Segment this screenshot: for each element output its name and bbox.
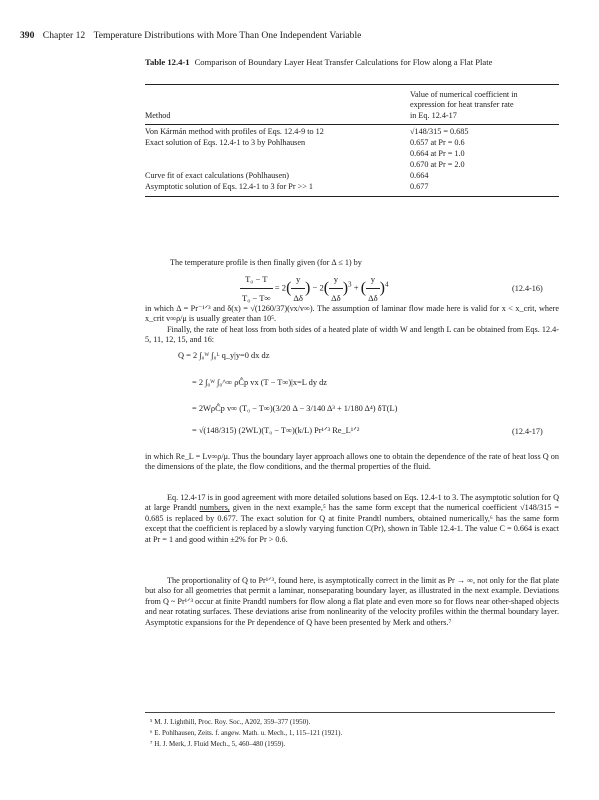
- paragraph-assumption: in which Δ = Pr⁻¹ᐟ³ and δ(x) = √(1260/37)(νx/v∞). The assumption of laminar flow made here is valid for x < x_crit, where x_crit v∞ρ/μ is usually greater than 10⁵.: [145, 304, 559, 324]
- eq16-delta: Δδ: [331, 293, 341, 303]
- eq16-plus: +: [353, 282, 359, 293]
- table-header-value: [410, 90, 570, 121]
- table-cell: √148/315 = 0.685: [410, 127, 469, 136]
- table-bottom-rule: [145, 196, 559, 197]
- eq17-line-3: = 2WρĈp v∞ (T₀ − T∞)(3/20 Δ − 3/140 Δ³ + 1/180 Δ⁴) δT(L): [192, 404, 398, 413]
- eq16-y: y: [291, 270, 305, 289]
- eq17-line-1: Q = 2 ∫₀ᵂ ∫₀ᴸ q_y|y=0 dx dz: [178, 351, 270, 360]
- eq16-coef-1: 2: [281, 282, 287, 293]
- equation-12-4-16: $\frac{\text{T₀ − T}}{\text{T₀ − T∞}}$ = 2( $\frac{y}{\Delta\delta}$ ) − 2( $\frac{y}{\Delta\delta}$ )$^3$ + ( $\frac{y}{\Delta\delta}$ )$^4$: [240, 270, 389, 307]
- table-cell: 0.670 at Pr = 2.0: [410, 160, 465, 169]
- table-top-rule: [145, 84, 559, 85]
- eq16-equals: =: [274, 282, 280, 293]
- table-cell: 0.657 at Pr = 0.6: [410, 138, 465, 147]
- footnote-6: ⁶ E. Pohlhausen, Zeits. f. angew. Math. u. Mech., 1, 115–121 (1921).: [150, 729, 343, 737]
- table-caption: [145, 57, 560, 68]
- eq17-line-2: = 2 ∫₀ᵂ ∫₀^∞ ρĈp vx (T − T∞)|x=L dy dz: [192, 378, 328, 387]
- paragraph-heat-loss: Finally, the rate of heat loss from both sides of a heated plate of width W and length L can be obtained from Eqs. 12.4-5, 11, 12, 15, and 16:: [145, 325, 559, 345]
- eq16-lhs-den: T₀ − T∞: [242, 293, 271, 303]
- eq16-exp-4: 4: [385, 280, 389, 289]
- table-row: [145, 138, 559, 149]
- eq16-delta: Δδ: [368, 293, 378, 303]
- eq16-lhs: [240, 270, 273, 307]
- paragraph-boundary-layer: in which Re_L = Lv∞ρ/μ. Thus the boundary layer approach allows one to obtain the dependence of the rate of heat loss Q on the dimensions of the plate, the flow conditions, and the thermal properties of the fluid.: [145, 452, 559, 472]
- table-caption-text: Comparison of Boundary Layer Heat Transfer Calculations for Flow along a Flat Plate: [194, 57, 493, 67]
- table-cell: 0.677: [410, 182, 429, 191]
- footnote-rule: [145, 712, 555, 713]
- p4-underlined: numbers,: [199, 503, 230, 513]
- eq16-minus: −: [312, 282, 318, 293]
- eq17-label: (12.4-17): [512, 427, 543, 436]
- header-value-line: in Eq. 12.4-17: [410, 110, 457, 120]
- table-cell: 0.664 at Pr = 1.0: [410, 149, 465, 158]
- eq16-y: y: [329, 270, 343, 289]
- paragraph-agreement: [145, 493, 559, 545]
- eq16-coef-2: 2: [319, 282, 324, 293]
- table-header-rule: [145, 124, 559, 125]
- table-cell: Von Kármán method with profiles of Eqs. 12.4-9 to 12: [145, 127, 324, 136]
- table-cell: Exact solution of Eqs. 12.4-1 to 3 by Pohlhausen: [145, 138, 306, 147]
- eq16-exp-3: 3: [348, 280, 352, 289]
- page-number: 390: [20, 30, 35, 41]
- footnote-7: ⁷ H. J. Merk, J. Fluid Mech., 5, 460–480 (1959).: [150, 740, 286, 748]
- table-row: [145, 171, 559, 182]
- eq16-lhs-num: T₀ − T: [240, 270, 273, 289]
- chapter-label: Chapter 12: [42, 30, 86, 41]
- paragraph-proportionality: The proportionality of Q to Pr¹ᐟ³, found here, is asymptotically correct in the limit as Pr → ∞, not only for the flat plate but also for all geometries that permit a laminar, nonseparating boundary layer, as illustrated in the next example. Deviations from Q ~ Pr¹ᐟ³ occur at finite Prandtl numbers for flow along a flat plate and even more so for flows near other-shaped objects and near rotating surfaces. These deviations arise from nonlinearity of the velocity profiles within the thermal boundary layer. Asymptotic expansions for the Pr dependence of Q have been presented by Merk and others.⁷: [145, 576, 559, 627]
- chapter-title: Temperature Distributions with More Than One Independent Variable: [93, 30, 362, 41]
- footnote-5: ⁵ M. J. Lighthill, Proc. Roy. Soc., A202, 359–377 (1950).: [150, 718, 311, 726]
- p4-text-b: given in the next example,⁵ has the same form except that the numerical coefficient √148/315 = 0.685 is replaced by 0.677. The exact solution for Q at finite Prandtl numbers, obtained numerically,⁶ has the same form except that the coefficient is replaced by a slowly varying function C(Pr), shown in Table 12.4-1. The value C = 0.664 is exact at Pr = 1 and good within ±2% for Pr > 0.6.: [145, 503, 559, 544]
- table-number: Table 12.4-1: [145, 57, 190, 67]
- table-row: [145, 149, 559, 160]
- table-cell: Curve fit of exact calculations (Pohlhausen): [145, 171, 289, 180]
- header-value-line: expression for heat transfer rate: [410, 100, 514, 110]
- eq16-delta: Δδ: [293, 293, 303, 303]
- eq16-label: (12.4-16): [512, 284, 543, 293]
- running-head: [20, 30, 361, 41]
- table-row: [145, 127, 559, 138]
- table-cell: Asymptotic solution of Eqs. 12.4-1 to 3 for Pr >> 1: [145, 182, 313, 191]
- table-row: [145, 160, 559, 171]
- p4-text-a: Eq. 12.4-17 is in good agreement with more detailed solutions based on Eqs. 12.4-1 to 3. The asymptotic solution for Q at large Prandtl: [145, 493, 559, 513]
- intro-sentence: The temperature profile is then finally given (for Δ ≤ 1) by: [170, 258, 362, 267]
- table-header-method: Method: [145, 110, 171, 120]
- eq17-line-4: = √(148/315) (2WL)(T₀ − T∞)(k/L) Pr¹ᐟ³ Re_L¹ᐟ²: [192, 426, 360, 435]
- header-value-line: Value of numerical coefficient in: [410, 90, 518, 99]
- eq16-y: y: [366, 270, 380, 289]
- table-row: [145, 182, 559, 193]
- table-cell: 0.664: [410, 171, 429, 180]
